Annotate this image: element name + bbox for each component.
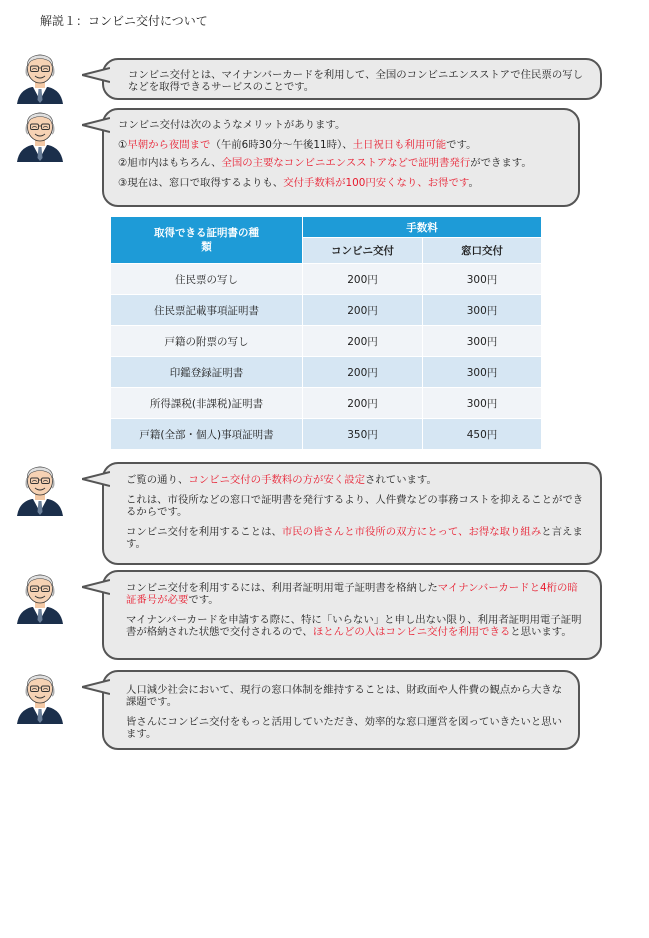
cert-name: 住民票の写し: [111, 264, 303, 295]
bubble-text: と思います。: [510, 626, 572, 638]
official-avatar: [14, 672, 66, 724]
bubble-text: されています。: [364, 474, 437, 486]
merit-text: 。: [468, 177, 479, 189]
speech-bubble-3: [102, 462, 602, 565]
speech-bubble-5: [102, 670, 580, 750]
merit-highlight: 早朝から夜間まで: [127, 139, 211, 151]
cert-name: 戸籍(全部・個人)事項証明書: [111, 419, 303, 450]
speech-bubble-1: [102, 58, 602, 100]
merit-text: ③現在は、窓口で取得するよりも、: [118, 177, 284, 189]
fee-convenience: 200円: [303, 264, 423, 295]
bubble-tail: [82, 116, 110, 134]
bubble5-line1: 人口減少社会において、現行の窓口体制を維持することは、財政面や人件費の観点から大きな課題です。: [126, 684, 563, 708]
table-row: [111, 357, 542, 388]
bubble-tail: [82, 470, 110, 488]
merit-text: ができます。: [470, 157, 532, 169]
bubble4-line2: [126, 614, 588, 638]
bubble-text: コンビニ交付を利用するには、利用者証明用電子証明書を格納した: [126, 582, 438, 594]
bubble4-line1: [126, 582, 588, 606]
table-row: [111, 326, 542, 357]
official-avatar: [14, 110, 66, 162]
bubble-tail: [82, 66, 110, 84]
cert-name: 戸籍の附票の写し: [111, 326, 303, 357]
bubble3-line3: [126, 526, 588, 550]
merit-fee: [118, 177, 568, 189]
official-avatar: [14, 572, 66, 624]
bubble-text: コンビニ交付を利用することは、: [126, 526, 282, 538]
bubble-text: です。: [188, 594, 219, 606]
merit-text: です。: [446, 139, 477, 151]
header-fee: 手数料: [303, 217, 542, 238]
cert-name: 印鑑登録証明書: [111, 357, 303, 388]
table-row: [111, 264, 542, 295]
merit-text: ①: [118, 139, 128, 151]
speech-bubble-4: [102, 570, 602, 660]
fee-window: 450円: [423, 419, 542, 450]
bubble3-line1: [126, 474, 588, 486]
page-title: 解説１：コンビニ交付について: [40, 14, 208, 28]
merit-highlight: 土日祝日も利用可能: [352, 139, 447, 151]
official-avatar: [14, 52, 66, 104]
header-cert-type-label: 取得できる証明書の種類: [154, 227, 259, 253]
bubble-highlight: マイナンバーカードと4桁の暗証番号が必要: [126, 582, 578, 606]
header-window: 窓口交付: [423, 238, 542, 264]
cert-name: 住民票記載事項証明書: [111, 295, 303, 326]
bubble-tail: [82, 678, 110, 696]
header-convenience: コンビニ交付: [303, 238, 423, 264]
fee-table: [110, 216, 542, 450]
table-row: [111, 295, 542, 326]
bubble-highlight: 市民の皆さんと市役所の双方にとって、お得な取り組み: [281, 526, 542, 538]
bubble5-line2: 皆さんにコンビニ交付をもっと活用していただき、効率的な窓口運営を図っていきたいと思います。: [126, 716, 562, 740]
merit-highlight: 交付手数料が100円安くなり、お得です: [283, 177, 469, 189]
bubble-text: マイナンバーカードを申請する際に、特に「いらない」と申し出ない限り、利用者証明用電子証明書が格納された状態で交付されるので、: [126, 614, 582, 638]
fee-window: 300円: [423, 295, 542, 326]
table-row: [111, 419, 542, 450]
cert-name: 所得課税(非課税)証明書: [111, 388, 303, 419]
fee-convenience: 200円: [303, 326, 423, 357]
header-cert-type: [111, 217, 303, 264]
bubble3-line2: これは、市役所などの窓口で証明書を発行するより、人件費などの事務コストを抑えることができるからです。: [126, 494, 584, 518]
fee-window: 300円: [423, 264, 542, 295]
fee-convenience: 350円: [303, 419, 423, 450]
bubble-highlight: コンビニ交付の手数料の方が安く設定: [188, 474, 365, 486]
merit-nationwide: [118, 157, 568, 169]
merit-highlight: 全国の主要なコンビニエンスストアなどで証明書発行: [221, 157, 471, 169]
fee-convenience: 200円: [303, 357, 423, 388]
bubble-text: と言えます。: [126, 526, 583, 550]
bubble-highlight: ほとんどの人はコンビニ交付を利用できる: [312, 626, 511, 638]
table-row: [111, 388, 542, 419]
bubble-tail: [82, 578, 110, 596]
bubble-text: ご覧の通り、: [126, 474, 189, 486]
fee-convenience: 200円: [303, 388, 423, 419]
merit-text: ②旭市内はもちろん、: [118, 157, 222, 169]
fee-window: 300円: [423, 326, 542, 357]
fee-convenience: 200円: [303, 295, 423, 326]
merit-text: （午前6時30分～午後11時）、: [210, 139, 353, 151]
speech-bubble-2: [102, 108, 580, 207]
merits-intro: コンビニ交付は次のようなメリットがあります。: [118, 119, 346, 131]
merit-hours: [118, 139, 568, 151]
official-avatar: [14, 464, 66, 516]
fee-window: 300円: [423, 388, 542, 419]
bubble-text: コンビニ交付とは、マイナンバーカードを利用して、全国のコンビニエンスストアで住民票の写しなどを取得できるサービスのことです。: [128, 69, 583, 93]
fee-window: 300円: [423, 357, 542, 388]
